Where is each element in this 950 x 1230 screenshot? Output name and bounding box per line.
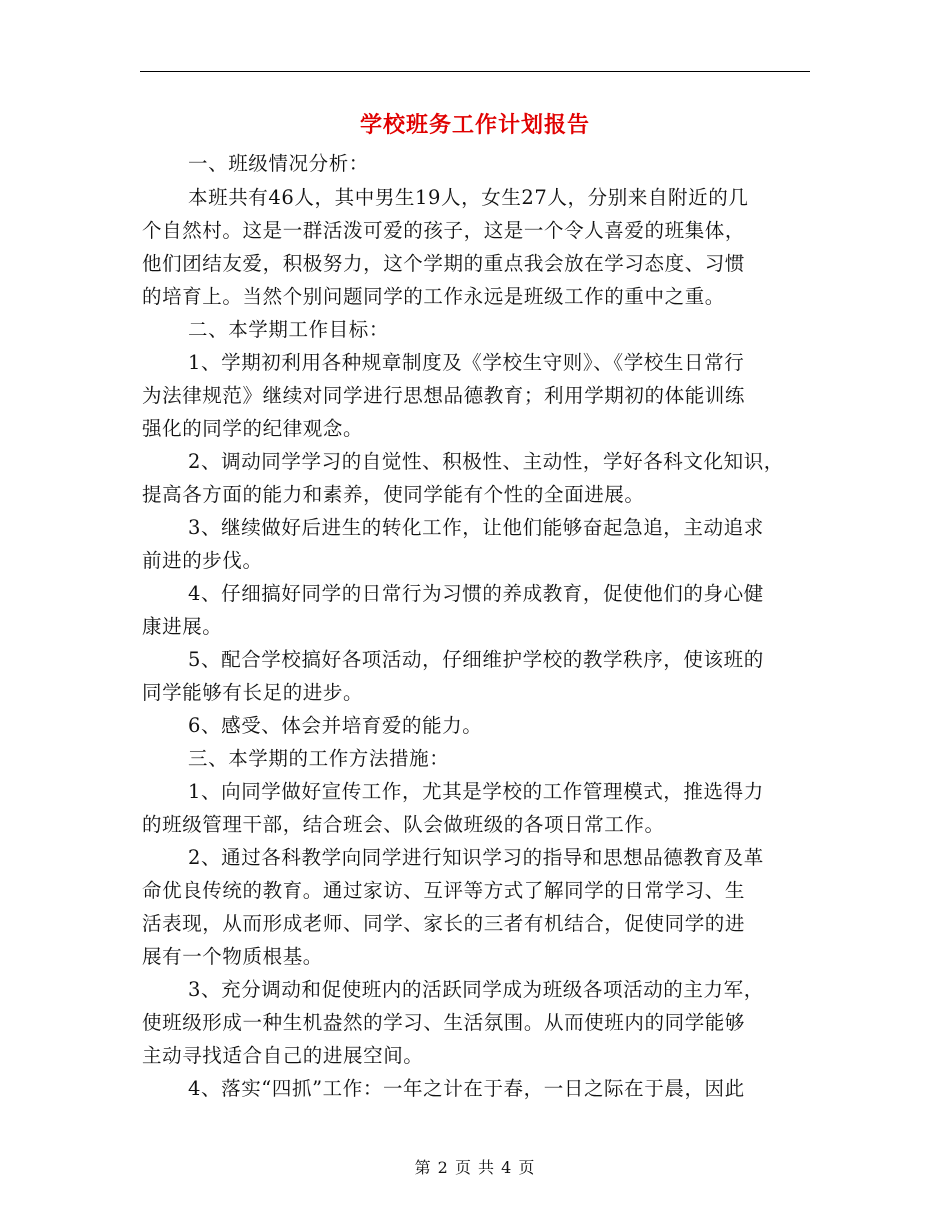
paragraph-line: 1、向同学做好宣传工作，尤其是学校的工作管理模式，推选得力 (188, 780, 764, 803)
paragraph-line: 个自然村。这是一群活泼可爱的孩子，这是一个令人喜爱的班集体， (142, 219, 746, 242)
paragraph-line: 6、感受、体会并培育爱的能力。 (188, 714, 483, 737)
paragraph-line: 同学能够有长足的进步。 (142, 681, 364, 704)
paragraph-line: 主动寻找适合自己的进展空间。 (142, 1044, 424, 1067)
paragraph-line: 他们团结友爱，积极努力，这个学期的重点我会放在学习态度、习惯 (142, 252, 746, 275)
paragraph-line: 1、学期初利用各种规章制度及《学校生守则》、《学校生日常行 (188, 351, 745, 374)
section-heading-2: 二、本学期工作目标： (188, 318, 390, 341)
section-heading-3: 三、本学期的工作方法措施： (188, 747, 450, 770)
header-rule (140, 71, 810, 72)
paragraph-line: 展有一个物质根基。 (142, 945, 323, 968)
paragraph-line: 康进展。 (142, 615, 223, 638)
paragraph-line: 2、调动同学学习的自觉性、积极性、主动性，学好各科文化知识， (188, 450, 784, 473)
paragraph-line: 3、继续做好后进生的转化工作，让他们能够奋起急追，主动追求 (188, 516, 764, 539)
paragraph-line: 使班级形成一种生机盎然的学习、生活氛围。从而使班内的同学能够 (142, 1011, 746, 1034)
paragraph-line: 的班级管理干部，结合班会、队会做班级的各项日常工作。 (142, 813, 665, 836)
paragraph-line: 活表现，从而形成老师、同学、家长的三者有机结合，促使同学的进 (142, 912, 746, 935)
paragraph-line: 的培育上。当然个别问题同学的工作永远是班级工作的重中之重。 (142, 285, 725, 308)
paragraph-line: 2、通过各科教学向同学进行知识学习的指导和思想品德教育及革 (188, 846, 764, 869)
paragraph-line: 3、充分调动和促使班内的活跃同学成为班级各项活动的主力军， (188, 978, 764, 1001)
paragraph-line: 强化的同学的纪律观念。 (142, 417, 364, 440)
paragraph-line: 为法律规范》继续对同学进行思想品德教育；利用学期初的体能训练 (142, 384, 746, 407)
paragraph-line: 命优良传统的教育。通过家访、互评等方式了解同学的日常学习、生 (142, 879, 746, 902)
paragraph-line: 5、配合学校搞好各项活动，仔细维护学校的教学秩序，使该班的 (188, 648, 764, 671)
paragraph-line: 提高各方面的能力和素养，使同学能有个性的全面进展。 (142, 483, 645, 506)
paragraph-line: 4、落实“四抓”工作：一年之计在于春，一日之际在于晨，因此 (188, 1077, 745, 1100)
paragraph-line: 前进的步伐。 (142, 549, 263, 572)
paragraph-line: 本班共有46人，其中男生19人，女生27人，分别来自附近的几 (188, 186, 749, 209)
page-footer: 第 2 页 共 4 页 (414, 1158, 536, 1177)
document-title: 学校班务工作计划报告 (359, 112, 590, 138)
section-heading-1: 一、班级情况分析： (188, 152, 369, 175)
paragraph-line: 4、仔细搞好同学的日常行为习惯的养成教育，促使他们的身心健 (188, 582, 764, 605)
